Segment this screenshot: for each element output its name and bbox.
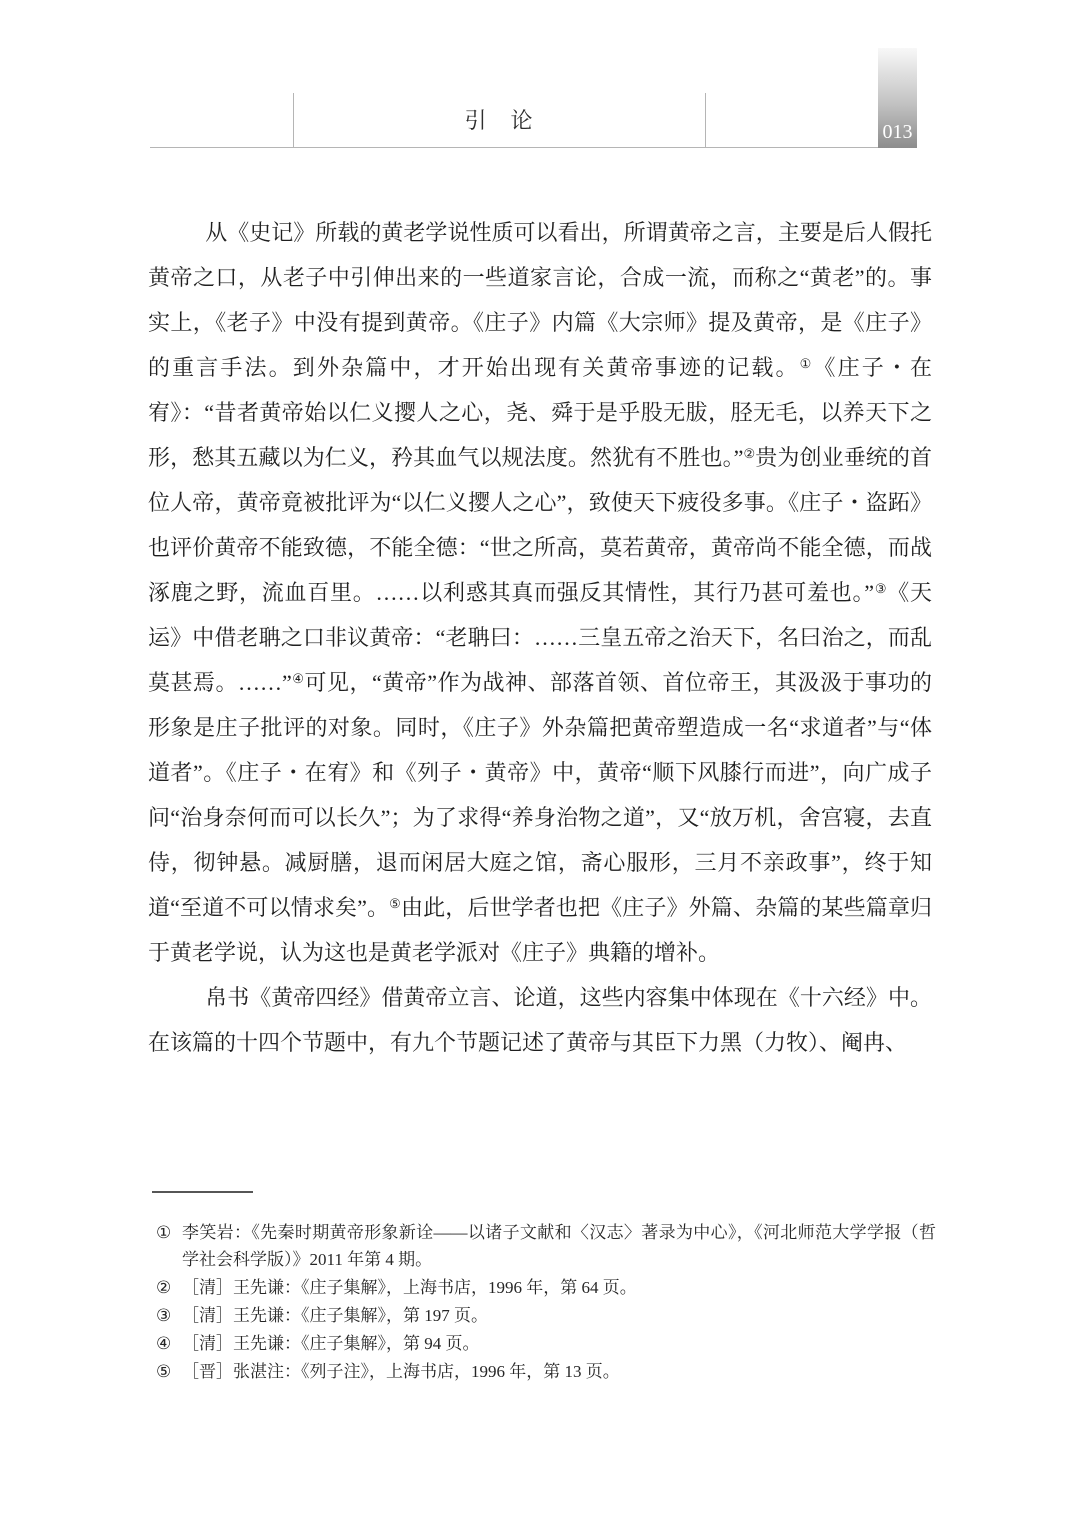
text-run: 《天运》中借老聃之口非议黄帝：“老聃曰：……三皇五帝之治天下，名曰治之，而乱莫甚焉。……” [148,580,932,695]
footnote-ref-1: ① [799,356,814,371]
running-head-title: 引 论 [464,108,534,133]
footnote-ref-5: ⑤ [389,896,401,911]
text-run: 贵为创业垂统的首位人帝，黄帝竟被批评为“以仁义撄人之心”，致使天下疲役多事。《庄子・盗跖》也评价黄帝不能致德，不能全德：“世之所高，莫若黄帝，黄帝尚不能全德，而战涿鹿之野，流血百里。……以利惑其真而强反其情性，其行乃甚可羞也。” [148,445,932,605]
footnote-number: ④ [156,1334,172,1353]
footnotes-block [156,1219,936,1386]
text-run: 由此，后世学者也把《庄子》外篇、杂篇的某些篇章归于黄老学说，认为这也是黄老学派对《庄子》典籍的增补。 [148,895,933,965]
page-number: 013 [882,121,913,143]
footnote-number: ⑤ [156,1362,172,1381]
footnote-item-4 [156,1330,936,1357]
text-run: 帛书《黄帝四经》借黄帝立言、论道，这些内容集中体现在《十六经》中。在该篇的十四个节题中，有九个节题记述了黄帝与其臣下力黑（力牧）、阉冉、 [148,985,932,1055]
footnote-text: 李笑岩：《先秦时期黄帝形象新诠——以诸子文献和〈汉志〉著录为中心》，《河北师范大学学报（哲学社会科学版）》2011 年第 4 期。 [182,1223,936,1269]
footnote-item-2 [156,1274,936,1301]
text-run: 可见，“黄帝”作为战神、部落首领、首位帝王，其汲汲于事功的形象是庄子批评的对象。同时，《庄子》外杂篇把黄帝塑造成一名“求道者”与“体道者”。《庄子・在宥》和《列子・黄帝》中，黄帝“顺下风膝行而进”，向广成子问“治身奈何而可以长久”；为了求得“养身治物之道”，又“放万机，舍宫寝，去直侍，彻钟悬。减厨膳，退而闲居大庭之馆，斋心服形，三月不亲政事”，终于知道“至道不可以情求矣”。 [148,670,932,920]
footnote-text: ［清］王先谦：《庄子集解》，上海书店，1996 年，第 64 页。 [182,1278,637,1297]
text-run: 从《史记》所载的黄老学说性质可以看出，所谓黄帝之言，主要是后人假托黄帝之口，从老子中引伸出来的一些道家言论，合成一流，而称之“黄老”的。事实上，《老子》中没有提到黄帝。《庄子》内篇《大宗师》提及黄帝，是《庄子》的重言手法。到外杂篇中，才开始出现有关黄帝事迹的记载。 [148,220,932,380]
header-right-tick [705,93,706,147]
footnote-text: ［清］王先谦：《庄子集解》，第 197 页。 [182,1306,488,1325]
body-paragraph-2 [148,975,932,1065]
footnote-ref-3: ③ [874,581,888,596]
page-number-badge [878,48,917,148]
footnote-item-1 [156,1219,936,1273]
body-text-block [148,210,932,1065]
footnote-number: ① [156,1223,172,1242]
footnote-number: ② [156,1278,172,1297]
footnote-text: ［清］王先谦：《庄子集解》，第 94 页。 [182,1334,480,1353]
footnote-ref-4: ④ [291,671,305,686]
footnote-number: ③ [156,1306,172,1325]
footnote-item-5 [156,1358,936,1385]
header-rule [150,147,878,148]
footnote-text: ［晋］张湛注：《列子注》，上海书店，1996 年，第 13 页。 [182,1362,620,1381]
body-paragraph-1 [148,210,932,975]
text-run: 《庄子・在宥》：“昔者黄帝始以仁义撄人之心，尧、舜于是乎股无胈，胫无毛，以养天下之形，愁其五藏以为仁义，矜其血气以规法度。然犹有不胜也。” [148,355,932,470]
footnote-ref-2: ② [743,446,756,461]
footnote-item-3 [156,1302,936,1329]
footnote-separator [152,1191,253,1193]
